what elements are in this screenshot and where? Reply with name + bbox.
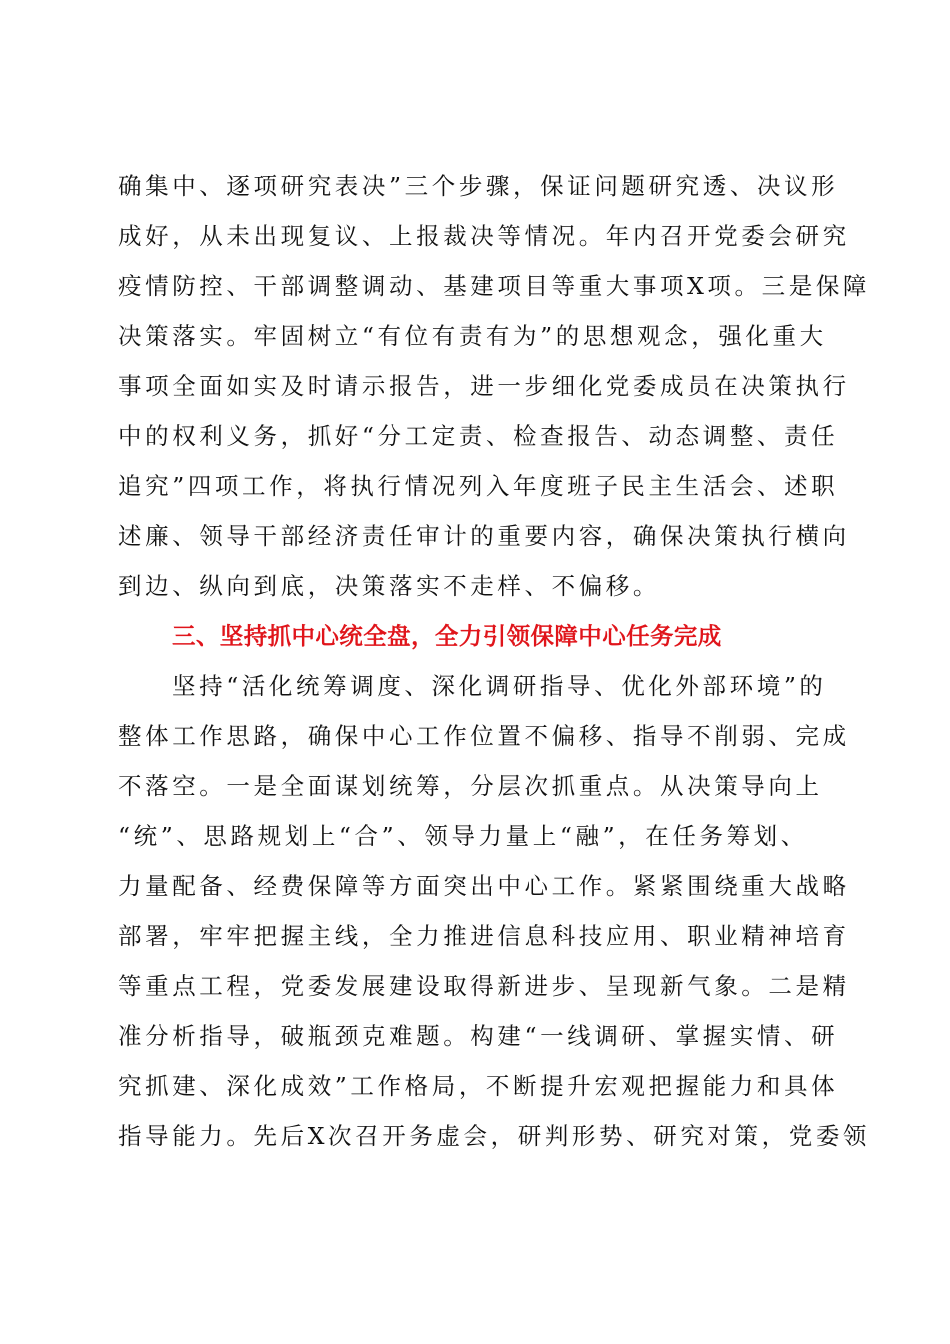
paragraph-1-line-5: 事项全面如实及时请示报告，进一步细化党委成员在决策执行 [118, 372, 850, 400]
paragraph-2-line-1: 坚持“活化统筹调度、深化调研指导、优化外部环境”的 [172, 672, 827, 700]
paragraph-1-line-6: 中的权利义务，抓好“分工定责、检查报告、动态调整、责任 [118, 422, 839, 450]
paragraph-1-line-9: 到边、纵向到底，决策落实不走样、不偏移。 [118, 572, 660, 600]
paragraph-1-line-7: 追究”四项工作，将执行情况列入年度班子民主生活会、述职 [118, 472, 839, 500]
section-heading: 三、坚持抓中心统全盘，全力引领保障中心任务完成 [172, 622, 722, 650]
paragraph-2-line-2: 整体工作思路，确保中心工作位置不偏移、指导不削弱、完成 [118, 722, 850, 750]
paragraph-2-line-9: 究抓建、深化成效”工作格局，不断提升宏观把握能力和具体 [118, 1072, 839, 1100]
paragraph-1-line-3: 疫情防控、干部调整调动、基建项目等重大事项X项。三是保障 [118, 272, 871, 300]
paragraph-2-line-3: 不落空。一是全面谋划统筹，分层次抓重点。从决策导向上 [118, 772, 823, 800]
paragraph-2-line-6: 部署，牢牢把握主线，全力推进信息科技应用、职业精神培育 [118, 922, 850, 950]
paragraph-2-line-7: 等重点工程，党委发展建设取得新进步、呈现新气象。二是精 [118, 972, 850, 1000]
paragraph-1-line-4: 决策落实。牢固树立“有位有责有为”的思想观念，强化重大 [118, 322, 827, 350]
paragraph-2-line-8: 准分析指导，破瓶颈克难题。构建“一线调研、掌握实情、研 [118, 1022, 839, 1050]
paragraph-1-line-2: 成好，从未出现复议、上报裁决等情况。年内召开党委会研究 [118, 222, 850, 250]
paragraph-2-line-4: “统”、思路规划上“合”、领导力量上“融”，在任务筹划、 [118, 822, 808, 850]
paragraph-2-line-10: 指导能力。先后X次召开务虚会，研判形势、研究对策，党委领 [118, 1122, 871, 1150]
paragraph-1-line-1: 确集中、逐项研究表决”三个步骤，保证问题研究透、决议形 [118, 172, 839, 200]
paragraph-2-line-5: 力量配备、经费保障等方面突出中心工作。紧紧围绕重大战略 [118, 872, 850, 900]
paragraph-1-line-8: 述廉、领导干部经济责任审计的重要内容，确保决策执行横向 [118, 522, 850, 550]
